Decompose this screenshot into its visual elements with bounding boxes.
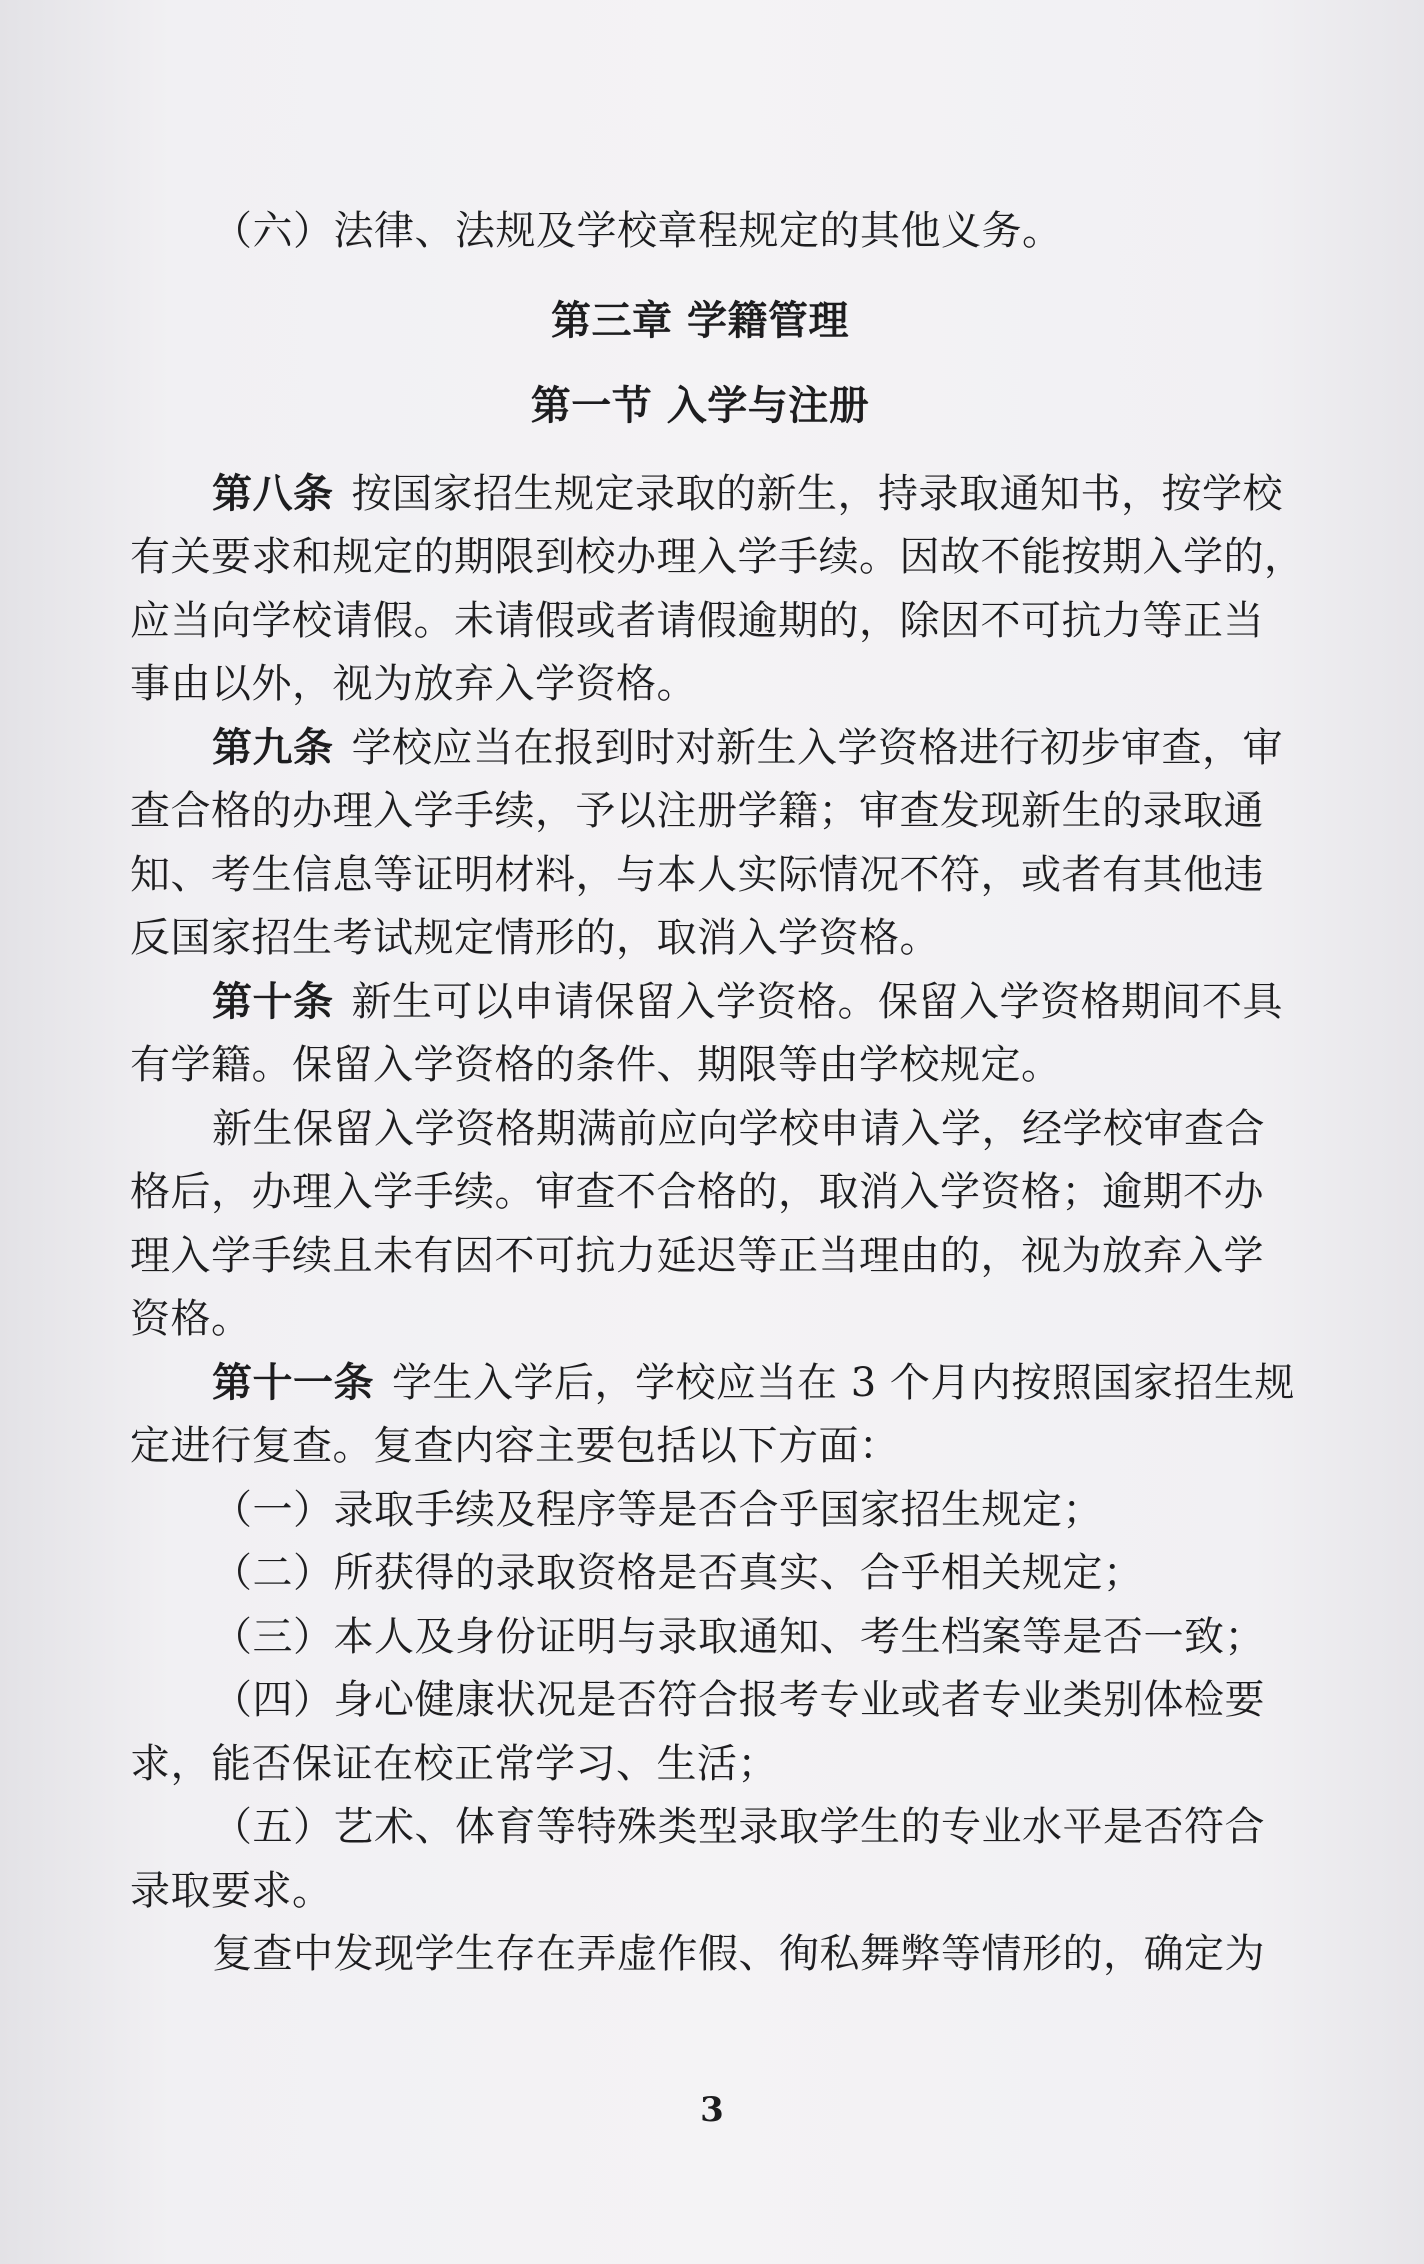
list-item: 录取要求。: [130, 1867, 333, 1914]
article-text: 学生入学后，学校应当在 3 个月内按照国家招生规: [392, 1359, 1295, 1406]
article-text: 新生可以申请保留入学资格。保留入学资格期间不具: [351, 978, 1283, 1025]
article-8: [130, 463, 1305, 717]
article-label: 第九条: [212, 724, 334, 771]
article-line: 理入学手续且未有因不可抗力延迟等正当理由的，视为放弃入学: [130, 1232, 1264, 1279]
list-item: 求，能否保证在校正常学习、生活；: [130, 1740, 778, 1787]
section-title: 第一节 入学与注册: [530, 383, 870, 429]
article-line: 新生保留入学资格期满前应向学校申请入学，经学校审查合: [212, 1105, 1265, 1152]
article-10-paragraph-2: [130, 1098, 1270, 1352]
article-line: 应当向学校请假。未请假或者请假逾期的，除因不可抗力等正当: [130, 597, 1264, 644]
list-item: （一）录取手续及程序等是否合乎国家招生规定；: [212, 1486, 1103, 1533]
article-10: [130, 971, 1283, 1098]
closing-paragraph: 复查中发现学生存在弄虚作假、徇私舞弊等情形的，确定为: [212, 1931, 1265, 1977]
article-line: 反国家招生考试规定情形的，取消入学资格。: [130, 915, 940, 961]
article-line: 有学籍。保留入学资格的条件、期限等由学校规定。: [130, 1042, 1062, 1088]
article-line: 资格。: [130, 1296, 252, 1342]
article-line: 定进行复查。复查内容主要包括以下方面：: [130, 1423, 900, 1469]
page-number: 3: [700, 2090, 724, 2130]
article-line: [130, 717, 1283, 781]
list-item: （四）身心健康状况是否符合报考专业或者专业类别体检要: [212, 1677, 1265, 1723]
article-label: 第八条: [212, 470, 334, 517]
chapter-title: 第三章 学籍管理: [551, 297, 849, 344]
list-item: （三）本人及身份证明与录取通知、考生档案等是否一致；: [212, 1613, 1265, 1660]
article-line: 格后，办理入学手续。审查不合格的，取消入学资格；逾期不办: [130, 1169, 1264, 1215]
article-line: 有关要求和规定的期限到校办理入学手续。因故不能按期入学的，: [130, 534, 1305, 580]
article-label: 第十一条: [212, 1359, 374, 1406]
article-line: [130, 971, 1283, 1035]
article-text: 学校应当在报到时对新生入学资格进行初步审查，审: [351, 724, 1283, 771]
article-line: 查合格的办理入学手续，予以注册学籍；审查发现新生的录取通: [130, 788, 1264, 834]
article-11: [130, 1352, 1295, 1479]
article-line: 事由以外，视为放弃入学资格。: [130, 661, 697, 707]
item-six: （六）法律、法规及学校章程规定的其他义务。: [212, 208, 1063, 254]
article-11-items: [130, 1479, 1270, 1924]
article-label: 第十条: [212, 978, 334, 1025]
article-text: 按国家招生规定录取的新生，持录取通知书，按学校: [351, 470, 1283, 517]
article-line: 知、考生信息等证明材料，与本人实际情况不符，或者有其他违: [130, 851, 1264, 898]
article-line: [130, 463, 1283, 527]
list-item: （二）所获得的录取资格是否真实、合乎相关规定；: [212, 1550, 1144, 1596]
article-9: [130, 717, 1283, 971]
article-line: [130, 1352, 1295, 1416]
page-content: [130, 200, 1305, 1987]
list-item: （五）艺术、体育等特殊类型录取学生的专业水平是否符合: [212, 1804, 1265, 1850]
